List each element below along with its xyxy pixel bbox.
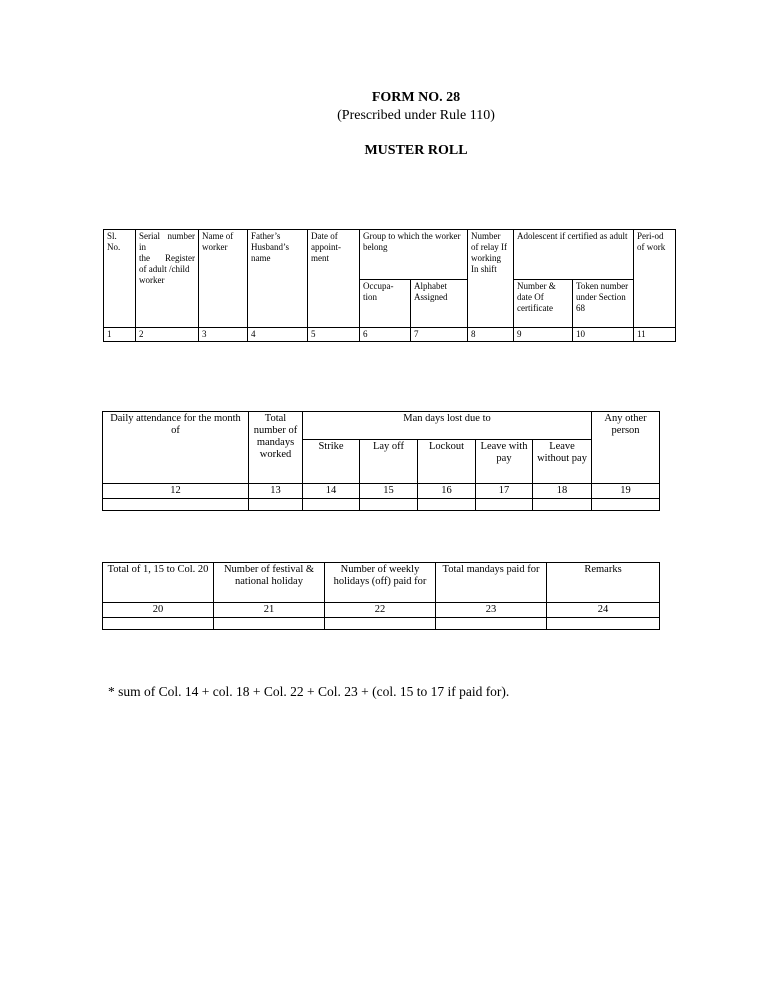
header-certificate-number-date: Number & date Of certificate xyxy=(514,280,573,328)
column-number: 2 xyxy=(136,328,199,342)
header-date-of-appointment: Date of appoint-ment xyxy=(308,230,360,328)
column-number: 3 xyxy=(199,328,248,342)
header-adolescent: Adolescent if certified as adult xyxy=(514,230,634,280)
empty-cell xyxy=(592,499,660,511)
column-number: 10 xyxy=(573,328,634,342)
header-total-mandays-paid: Total mandays paid for xyxy=(436,563,547,603)
muster-roll-title: MUSTER ROLL xyxy=(364,143,468,158)
empty-cell xyxy=(547,618,660,630)
column-number: 17 xyxy=(476,484,533,499)
header-total-of-cols: Total of 1, 15 to Col. 20 xyxy=(103,563,214,603)
header-alphabet-assigned: Alphabet Assigned xyxy=(411,280,468,328)
column-number: 15 xyxy=(360,484,418,499)
column-number: 24 xyxy=(547,603,660,618)
header-serial-rest: of adult /child worker xyxy=(139,264,190,285)
empty-cell xyxy=(249,499,303,511)
column-number: 7 xyxy=(411,328,468,342)
empty-cell xyxy=(476,499,533,511)
header-serial-line1: Serial number in xyxy=(139,231,195,252)
header-leave-with-pay: Leave with pay xyxy=(476,440,533,484)
column-number: 18 xyxy=(533,484,592,499)
empty-cell xyxy=(418,499,476,511)
header-festival-holidays: Number of festival & national holiday xyxy=(214,563,325,603)
column-number: 8 xyxy=(468,328,514,342)
footnote: * sum of Col. 14 + col. 18 + Col. 22 + Col. 23 + (col. 15 to 17 if paid for). xyxy=(108,684,510,699)
empty-cell xyxy=(214,618,325,630)
empty-cell xyxy=(436,618,547,630)
empty-cell xyxy=(103,499,249,511)
empty-cell xyxy=(360,499,418,511)
header-remarks: Remarks xyxy=(547,563,660,603)
header-daily-attendance: Daily attendance for the month of xyxy=(103,412,249,484)
form-subtitle: (Prescribed under Rule 110) xyxy=(337,108,495,123)
header-serial-number xyxy=(136,230,199,328)
muster-roll-table-workers xyxy=(103,229,676,342)
column-number: 1 xyxy=(104,328,136,342)
header-weekly-holidays: Number of weekly holidays (off) paid for xyxy=(325,563,436,603)
header-token-number: Token number under Section 68 xyxy=(573,280,634,328)
header-any-other-person: Any other person xyxy=(592,412,660,484)
header-lay-off: Lay off xyxy=(360,440,418,484)
header-man-days-lost: Man days lost due to xyxy=(303,412,592,440)
empty-cell xyxy=(103,618,214,630)
empty-cell xyxy=(533,499,592,511)
header-group: Group to which the worker belong xyxy=(360,230,468,280)
header-name-of-worker: Name of worker xyxy=(199,230,248,328)
column-number: 13 xyxy=(249,484,303,499)
column-number: 19 xyxy=(592,484,660,499)
form-title: FORM NO. 28 xyxy=(371,90,461,105)
header-strike: Strike xyxy=(303,440,360,484)
column-number: 5 xyxy=(308,328,360,342)
header-lockout: Lockout xyxy=(418,440,476,484)
column-number: 12 xyxy=(103,484,249,499)
header-sl-no: Sl. No. xyxy=(104,230,136,328)
header-leave-without-pay: Leave without pay xyxy=(533,440,592,484)
column-number: 14 xyxy=(303,484,360,499)
column-number: 21 xyxy=(214,603,325,618)
header-total-mandays-worked: Total number of mandays worked xyxy=(249,412,303,484)
column-number: 20 xyxy=(103,603,214,618)
column-number: 23 xyxy=(436,603,547,618)
column-number: 22 xyxy=(325,603,436,618)
empty-cell xyxy=(325,618,436,630)
column-number: 6 xyxy=(360,328,411,342)
header-father-husband-name: Father’s Husband’s name xyxy=(248,230,308,328)
column-number: 4 xyxy=(248,328,308,342)
column-number: 16 xyxy=(418,484,476,499)
header-number-of-relay: Number of relay If working In shift xyxy=(468,230,514,328)
muster-roll-table-totals xyxy=(102,562,660,630)
header-period-of-work: Peri-od of work xyxy=(634,230,676,328)
column-number: 11 xyxy=(634,328,676,342)
header-serial-line2: the Register xyxy=(139,253,195,263)
empty-cell xyxy=(303,499,360,511)
header-occupation: Occupa-tion xyxy=(360,280,411,328)
muster-roll-table-attendance xyxy=(102,411,660,511)
column-number: 9 xyxy=(514,328,573,342)
